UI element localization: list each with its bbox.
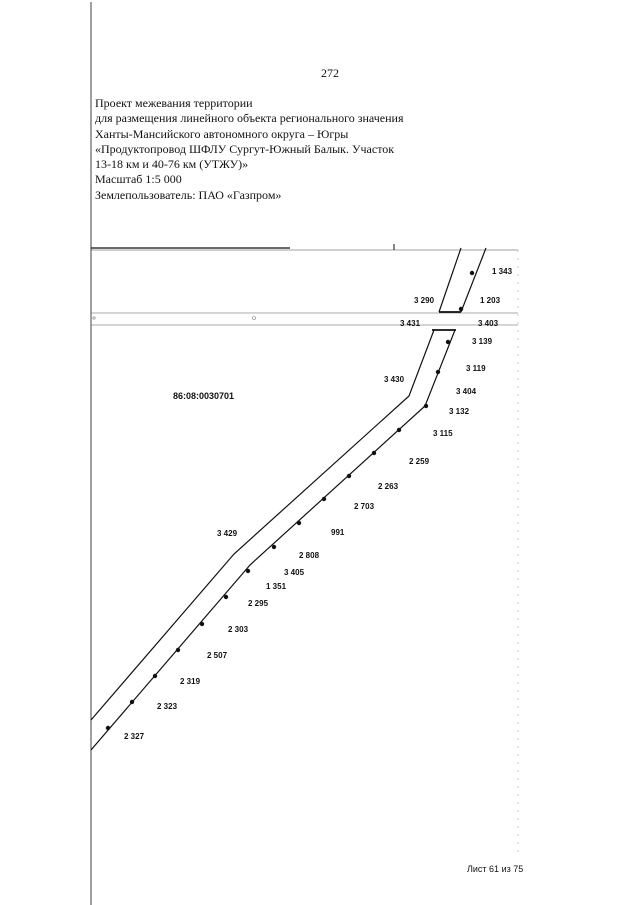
boundary-points	[106, 271, 474, 730]
point-label: 991	[331, 528, 345, 537]
sheet-counter: Лист 61 из 75	[467, 864, 524, 874]
point-label: 2 507	[207, 651, 228, 660]
point-label: 2 295	[248, 599, 269, 608]
cadastral-block-label: 86:08:0030701	[173, 391, 235, 401]
point-labels	[124, 267, 513, 741]
boundary-point	[246, 569, 250, 573]
header-line-region: Ханты-Мансийского автономного округа – Югры	[95, 126, 349, 141]
header-line-purpose: для размещения линейного объекта регионального значения	[95, 111, 404, 126]
point-label: 3 405	[284, 568, 305, 577]
point-label: 2 259	[409, 457, 430, 466]
point-label: 2 319	[180, 677, 201, 686]
boundary-point	[397, 428, 401, 432]
point-label: 3 429	[217, 529, 238, 538]
upper-parcel-strip	[439, 248, 486, 312]
boundary-point	[470, 271, 474, 275]
boundary-point	[459, 307, 463, 311]
header-line-project: Проект межевания территории	[95, 96, 253, 110]
point-label: 2 303	[228, 625, 249, 634]
point-label: 3 132	[449, 407, 470, 416]
page-number: 272	[321, 66, 339, 80]
boundary-point	[297, 521, 301, 525]
stray-marks	[93, 317, 256, 320]
boundary-point	[176, 648, 180, 652]
boundary-point	[153, 674, 157, 678]
point-label: 2 327	[124, 732, 145, 741]
point-label: 3 115	[433, 429, 453, 438]
point-label: 2 808	[299, 551, 320, 560]
point-label: 2 323	[157, 702, 178, 711]
boundary-point	[130, 700, 134, 704]
boundary-point	[200, 622, 204, 626]
point-label: 1 343	[492, 267, 513, 276]
point-label: 3 403	[478, 319, 499, 328]
corridor-boundary	[91, 330, 456, 750]
stray-mark	[93, 317, 95, 319]
point-label: 3 290	[414, 296, 435, 305]
point-label: 3 139	[472, 337, 493, 346]
boundary-point	[436, 370, 440, 374]
header-line-land-user: Землепользователь: ПАО «Газпром»	[95, 187, 282, 202]
header-line-section: 13-18 км и 40-76 км (УТЖУ)»	[95, 157, 249, 172]
stray-mark	[253, 317, 256, 320]
point-label: 1 351	[266, 582, 287, 591]
boundary-point	[372, 451, 376, 455]
point-label: 2 263	[378, 482, 399, 491]
header-line-scale: Масштаб 1:5 000	[95, 172, 182, 187]
point-label: 1 203	[480, 296, 501, 305]
point-label: 3 119	[466, 364, 486, 373]
point-label: 3 431	[400, 319, 421, 328]
boundary-point	[224, 595, 228, 599]
point-label: 3 404	[456, 387, 477, 396]
boundary-point	[424, 404, 428, 408]
boundary-point	[106, 726, 110, 730]
map-frame	[91, 2, 518, 905]
boundary-point	[322, 497, 326, 501]
header-line-object: «Продуктопровод ШФЛУ Сургут-Южный Балык. Участок	[95, 141, 395, 156]
boundary-point	[446, 340, 450, 344]
boundary-point	[347, 474, 351, 478]
point-label: 2 703	[354, 502, 375, 511]
boundary-point	[272, 545, 276, 549]
point-label: 3 430	[384, 375, 405, 384]
